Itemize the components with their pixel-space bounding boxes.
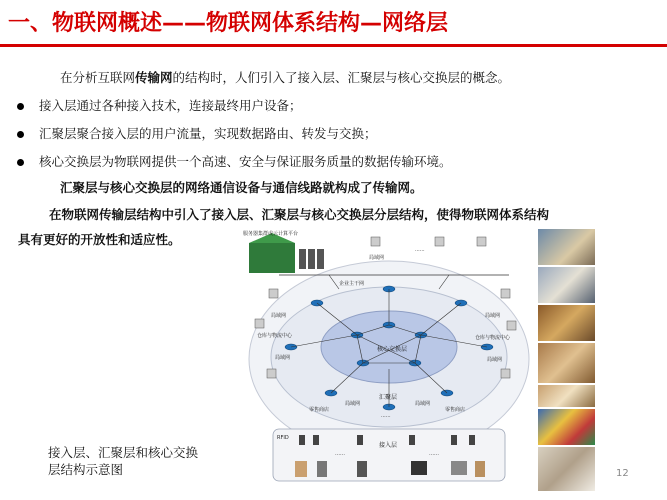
right-lan-label-2: 局域网: [487, 357, 503, 363]
left-lan-label: 局域网: [271, 313, 287, 319]
agg-dots: ......: [381, 413, 391, 419]
right-warehouse-label: 仓库与物流中心: [475, 335, 511, 341]
network-layer-diagram: [239, 229, 538, 491]
bullet-item-aggregation: 汇聚层聚合接入层的用户流量，实现数据路由、转发与交换；: [39, 126, 377, 141]
top-dots: ......: [415, 247, 425, 253]
caption-line-2: 层结构示意图: [48, 462, 124, 477]
computer-icon: [267, 369, 276, 378]
left-lan-label-2: 局域网: [275, 355, 291, 361]
summary-layered-line-1: 在物联网传输层结构中引入了接入层、汇聚层与核心交换层分层结构，使得物联网体系结构: [49, 207, 550, 222]
page-number: 12: [616, 468, 629, 479]
core-layer-label: 核心交换层: [377, 346, 408, 353]
bullet-item-core: 核心交换层为物联网提供一个高速、安全与保证服务质量的数据传输环境。: [39, 154, 452, 169]
store-lan-left: 局域网: [345, 401, 361, 407]
shelving-photo: [538, 343, 595, 383]
access-layer-label: 接入层: [379, 442, 398, 449]
phone-icon: [317, 461, 327, 477]
computer-icon: [269, 289, 278, 298]
store-label-left: 零售商店: [309, 407, 330, 413]
device-icon: [357, 435, 363, 445]
computer-icon: [435, 237, 444, 246]
computer-icon: [501, 289, 510, 298]
tv-icon: [411, 461, 427, 475]
diagram-caption: [48, 444, 198, 478]
left-warehouse-label: 仓库与物流中心: [257, 333, 293, 339]
device-icon: [313, 435, 319, 445]
computer-icon: [477, 237, 486, 246]
retail-shelf-photo: [538, 409, 595, 445]
ellipsis-right: ……: [429, 451, 439, 457]
top-lan-label: 局域网: [369, 255, 385, 261]
store-lan-right: 局域网: [415, 401, 431, 407]
computer-icon: [371, 237, 380, 246]
device-icon: [409, 435, 415, 445]
phone-icon: [295, 461, 307, 477]
store-label-right: 零售商店: [445, 407, 466, 413]
intro-bold-term: 传输网: [135, 70, 173, 85]
device-icon: [451, 435, 457, 445]
bullet-dot-icon: [17, 103, 24, 110]
slide-title: 一、物联网概述——物联网体系结构—网络层: [8, 11, 449, 36]
computer-icon: [507, 321, 516, 330]
intro-prefix: 在分析互联网: [60, 70, 136, 85]
warehouse-photo: [538, 305, 595, 341]
bullet-item-access: 接入层通过各种接入技术，连接最终用户设备；: [39, 98, 302, 113]
title-underline: [0, 44, 667, 47]
oven-icon: [451, 461, 467, 475]
intro-paragraph: [60, 70, 510, 86]
caption-line-1: 接入层、汇聚层和核心交换: [48, 445, 199, 460]
server-cluster-label: 服务器集群或云计算平台: [243, 231, 299, 237]
phone-icon: [475, 461, 485, 477]
right-lan-label: 局域网: [485, 313, 501, 319]
workstation-photo: [538, 267, 595, 303]
office-photo: [538, 229, 595, 265]
computer-icon: [255, 319, 264, 328]
intro-suffix: 的结构时，人们引入了接入层、汇聚层与核心交换层的概念。: [172, 70, 511, 85]
photo-collage: [538, 229, 595, 491]
phone-icon: [357, 461, 367, 477]
ellipsis-left: ……: [335, 451, 345, 457]
aggregation-layer-label: 汇聚层: [379, 394, 398, 401]
backbone-label: 企业主干网: [339, 281, 365, 287]
home-photo: [538, 447, 595, 491]
device-icon: [299, 435, 305, 445]
rfid-reader-label: RFID: [277, 435, 289, 441]
store-photo: [538, 385, 595, 407]
device-icon: [469, 435, 475, 445]
summary-layered-line-2: 具有更好的开放性和适应性。: [18, 232, 181, 247]
bullet-dot-icon: [17, 159, 24, 166]
computer-icon: [501, 369, 510, 378]
bullet-dot-icon: [17, 131, 24, 138]
summary-transport-network: 汇聚层与核心交换层的网络通信设备与通信线路就构成了传输网。: [60, 180, 423, 195]
